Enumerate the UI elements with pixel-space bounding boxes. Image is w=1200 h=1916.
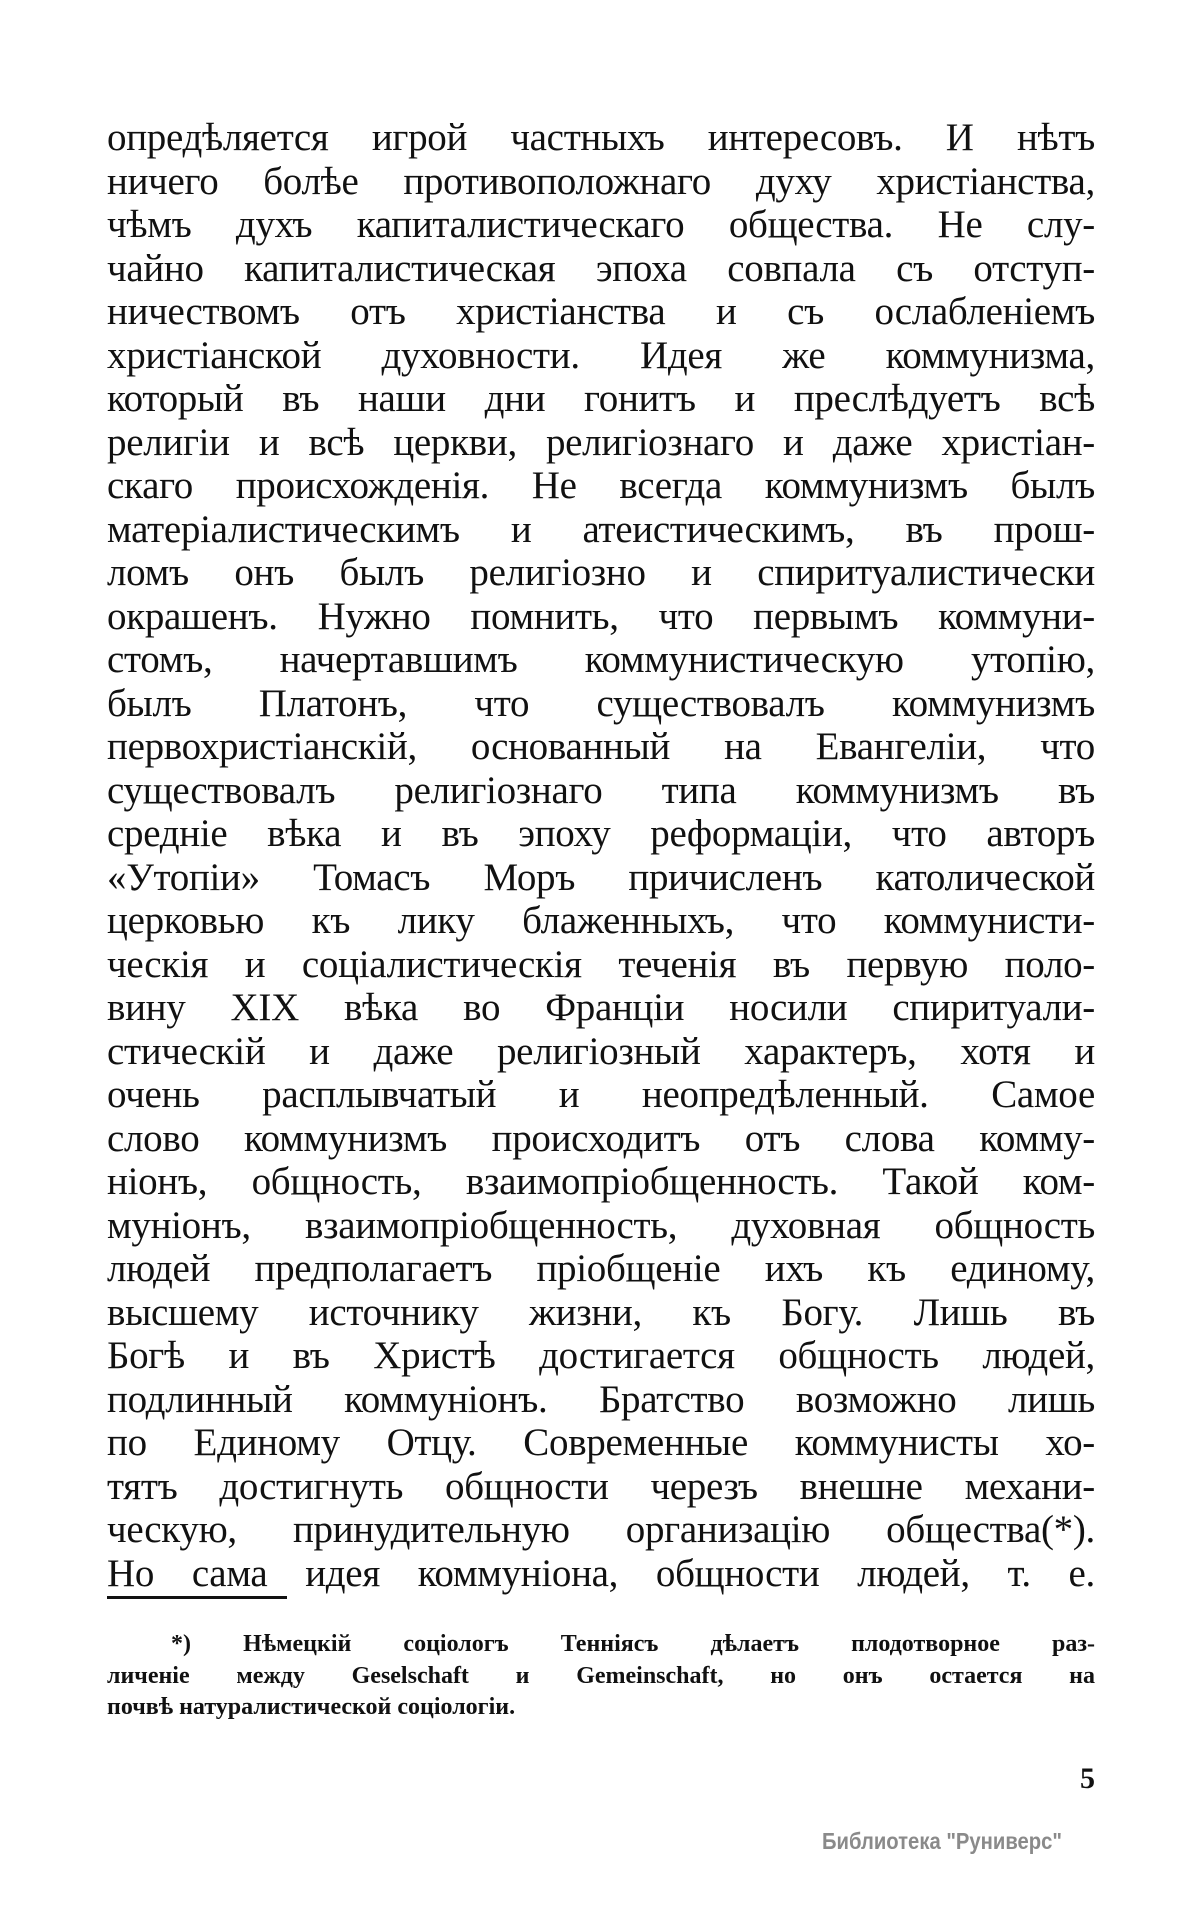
text-line: «Утопіи» Томасъ Моръ причисленъ католической	[107, 855, 1095, 899]
text-line: стическій и даже религіозный характеръ, хотя и	[107, 1029, 1095, 1073]
text-line: ніонъ, общность, взаимопріобщенность. Такой ком-	[107, 1160, 1095, 1203]
text-line: вину XIX вѣка во Франціи носили спиритуали-	[107, 986, 1095, 1029]
text-line: высшему источнику жизни, къ Богу. Лишь въ	[107, 1290, 1095, 1334]
text-line: чѣмъ духъ капиталистическаго общества. Не слу-	[107, 203, 1095, 246]
text-line: Богѣ и въ Христѣ достигается общность людей,	[107, 1334, 1095, 1377]
text-line: муніонъ, взаимопріобщенность, духовная общность	[107, 1203, 1095, 1247]
footnote-divider	[107, 1596, 287, 1599]
text-line: первохристіанскій, основанный на Евангеліи, что	[107, 725, 1095, 768]
text-line: чайно капиталистическая эпоха совпала съ отступ-	[107, 246, 1095, 290]
text-line: средніе вѣка и въ эпоху реформаціи, что авторъ	[107, 812, 1095, 855]
text-line: очень расплывчатый и неопредѣленный. Самое	[107, 1073, 1095, 1116]
text-line: стомъ, начертавшимъ коммунистическую утопію,	[107, 638, 1095, 681]
text-line: религіи и всѣ церкви, религіознаго и даже христіан-	[107, 420, 1095, 464]
text-line: ческую, принудительную организацію общества(*).	[107, 1508, 1095, 1551]
text-line: христіанской духовности. Идея же коммунизма,	[107, 333, 1095, 377]
footnote-line: личеніе между Geselschaft и Gemeinschaft, но онъ остается на	[107, 1662, 1095, 1689]
text-line: ломъ онъ былъ религіозно и спиритуалистически	[107, 551, 1095, 594]
body-text	[107, 116, 1095, 1595]
text-line: слово коммунизмъ происходитъ отъ слова комму-	[107, 1116, 1095, 1160]
text-line: церковью къ лику блаженныхъ, что коммунисти-	[107, 899, 1095, 942]
text-line: ничествомъ отъ христіанства и съ ослабленіемъ	[107, 290, 1095, 333]
text-line: Но сама идея коммуніона, общности людей, т. е.	[107, 1551, 1095, 1595]
text-line: ничего болѣе противоположнаго духу христіанства,	[107, 159, 1095, 203]
footnote	[107, 1629, 1095, 1724]
text-line: людей предполагаетъ пріобщеніе ихъ къ единому,	[107, 1247, 1095, 1290]
page-number: 5	[1080, 1762, 1095, 1795]
text-line: окрашенъ. Нужно помнить, что первымъ коммуни-	[107, 594, 1095, 638]
text-line: по Единому Отцу. Современные коммунисты хо-	[107, 1421, 1095, 1464]
text-line: ческія и соціалистическія теченія въ первую поло-	[107, 942, 1095, 986]
text-line: подлинный коммуніонъ. Братство возможно лишь	[107, 1377, 1095, 1421]
text-line: опредѣляется игрой частныхъ интересовъ. И нѣтъ	[107, 116, 1095, 159]
text-line: тятъ достигнуть общности черезъ внешне механи-	[107, 1464, 1095, 1508]
text-line: который въ наши дни гонитъ и преслѣдуетъ всѣ	[107, 377, 1095, 420]
text-line: скаго происхожденія. Не всегда коммунизмъ былъ	[107, 464, 1095, 507]
text-line: былъ Платонъ, что существовалъ коммунизмъ	[107, 681, 1095, 725]
text-line: матеріалистическимъ и атеистическимъ, въ прош-	[107, 507, 1095, 551]
library-watermark: Библиотека "Руниверс"	[822, 1828, 1063, 1854]
text-line: существовалъ религіознаго типа коммунизмъ въ	[107, 768, 1095, 812]
footnote-line: почвѣ натуралистической соціологіи.	[107, 1694, 516, 1720]
footnote-line: *) Нѣмецкій соціологъ Тенніясъ дѣлаетъ плодотворное раз-	[171, 1631, 1095, 1657]
